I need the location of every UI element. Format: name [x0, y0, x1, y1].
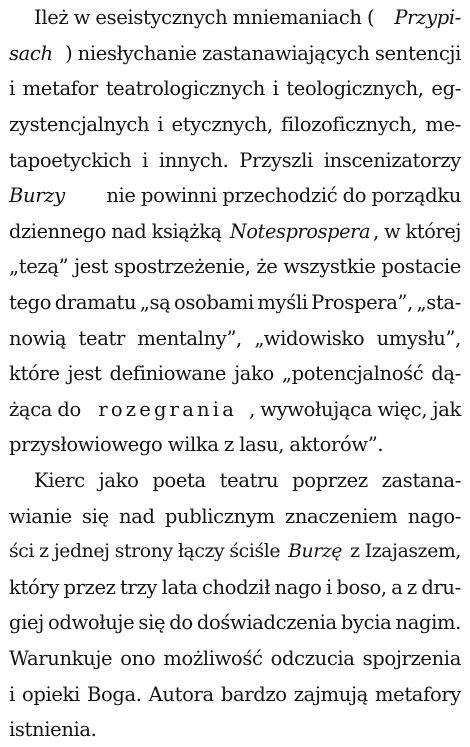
word: jako [234, 362, 274, 386]
word: trzy [120, 575, 158, 599]
word: dą- [431, 362, 461, 386]
word: wszystkie [283, 255, 376, 279]
word: zastana- [381, 469, 461, 493]
word: przez [63, 575, 116, 599]
word: innych. [158, 148, 229, 172]
word: które [9, 362, 60, 386]
text-segment: z Izajaszem, [344, 541, 461, 563]
word: tego [9, 291, 52, 315]
word: bycia [340, 611, 392, 635]
word: że [256, 255, 278, 279]
word: z [406, 575, 417, 599]
word: spostrzeżenie, [113, 255, 251, 279]
word: „potencjalność [281, 362, 424, 386]
text-line [9, 285, 461, 321]
italic-text-segment: Burzę [288, 541, 343, 563]
word: jako [98, 469, 139, 493]
word: do [169, 611, 193, 635]
word: Kierc [34, 469, 85, 493]
word: Autora [148, 682, 214, 706]
word: metafor [22, 77, 98, 101]
text-segment: istnienia. [9, 718, 97, 742]
body-text [9, 0, 461, 747]
word: nagim. [395, 611, 461, 635]
word: „tezą” [9, 255, 69, 279]
word: mentalny”, [137, 326, 242, 350]
word: i [325, 575, 332, 599]
word: bardzo [220, 682, 287, 706]
text-line [9, 71, 461, 107]
word: poprzez [292, 469, 368, 493]
text-line [9, 641, 461, 677]
word: myśli [257, 291, 308, 315]
text-segment: przysłowiowego wilka z lasu, aktorów”. [9, 433, 384, 457]
word: nowią [9, 326, 67, 350]
word: eg- [431, 77, 461, 101]
text-line [9, 712, 461, 747]
text-segment: , wywołująca więc, jak [249, 397, 461, 421]
word: me- [425, 113, 461, 137]
text-line [9, 676, 461, 712]
word: odczucia [270, 646, 355, 670]
text-line [9, 498, 461, 534]
italic-text-segment: Burzy [9, 184, 65, 208]
word: i [272, 77, 279, 101]
word: który [9, 575, 59, 599]
word: poeta [152, 469, 206, 493]
italic-text-segment: Przypi- [394, 6, 461, 30]
text-line [9, 534, 461, 570]
word: boso, [336, 575, 387, 599]
word: wianie [9, 504, 72, 528]
word: a [391, 575, 403, 599]
word: „są [139, 291, 171, 315]
word: etycznych, [171, 113, 273, 137]
word: teatrologicznych [105, 77, 265, 101]
word: inscenizatorzy [323, 148, 461, 172]
word: możliwość [163, 646, 263, 670]
word: jest [74, 255, 109, 279]
word: odwołuje [48, 611, 135, 635]
word: Warunkuje [9, 646, 113, 670]
word: chodził [201, 575, 271, 599]
word: zystencjalnych [9, 113, 150, 137]
word: jest [67, 362, 102, 386]
text-segment: ści z jednej strony łączy ściśle [9, 541, 286, 563]
text-segment: dziennego nad książką [9, 219, 227, 243]
word: giej [9, 611, 44, 635]
text-line [9, 427, 461, 463]
word: publicznym [164, 504, 275, 528]
word: Prospera”, [311, 291, 413, 315]
word: „sta- [416, 291, 461, 315]
word: metafory [374, 682, 461, 706]
text-line [9, 320, 461, 356]
text-segment: żąca do [9, 397, 87, 421]
text-line [9, 107, 461, 143]
word: i [157, 113, 164, 137]
text-line [9, 178, 461, 214]
word: Przyszli [239, 148, 313, 172]
text-segment: Ileż w eseistycznych mniemaniach ( [34, 6, 375, 30]
paragraph-first-line [9, 463, 461, 499]
word: osobami [173, 291, 254, 315]
word: lata [161, 575, 198, 599]
word: definiowane [109, 362, 227, 386]
text-line [9, 605, 461, 641]
text-segment: nie powinni przechodzić do porządku [100, 184, 461, 208]
text-segment: , w której [373, 219, 461, 243]
text-line [9, 36, 461, 72]
word: opieki [21, 682, 80, 706]
word: filozoficznych, [281, 113, 418, 137]
word: „widowisko [254, 326, 365, 350]
text-line [9, 142, 461, 178]
text-line [9, 214, 461, 250]
word: się [82, 504, 109, 528]
word: postacie [381, 255, 461, 279]
italic-text-segment: Notesprospera [229, 219, 371, 243]
word: teologicznych, [286, 77, 424, 101]
word: dramatu [54, 291, 137, 315]
word: nago [274, 575, 322, 599]
word: teatru [219, 469, 279, 493]
paragraph-first-line [9, 0, 461, 36]
word: i [9, 77, 15, 101]
word: Boga. [86, 682, 142, 706]
text-line [9, 249, 461, 285]
word: zajmują [293, 682, 368, 706]
word: i [9, 682, 15, 706]
word: dru- [421, 575, 461, 599]
italic-text-segment: sach [9, 41, 53, 65]
word: i [142, 148, 149, 172]
word: spojrzenia [362, 646, 461, 670]
word: umysłu”, [376, 326, 461, 350]
text-line [9, 570, 461, 606]
text-segment: ) niesłychanie zastanawiających sentencji [65, 41, 461, 65]
text-line [9, 356, 461, 392]
word: ono [120, 646, 156, 670]
word: doświadczenia [196, 611, 337, 635]
text-line [9, 392, 461, 428]
word: się [138, 611, 166, 635]
spaced-text-segment: rozegrania [98, 397, 238, 421]
word: teatr [78, 326, 125, 350]
word: nad [119, 504, 155, 528]
word: nago- [407, 504, 461, 528]
word: znaczeniem [284, 504, 398, 528]
word: tapoetyckich [9, 148, 132, 172]
